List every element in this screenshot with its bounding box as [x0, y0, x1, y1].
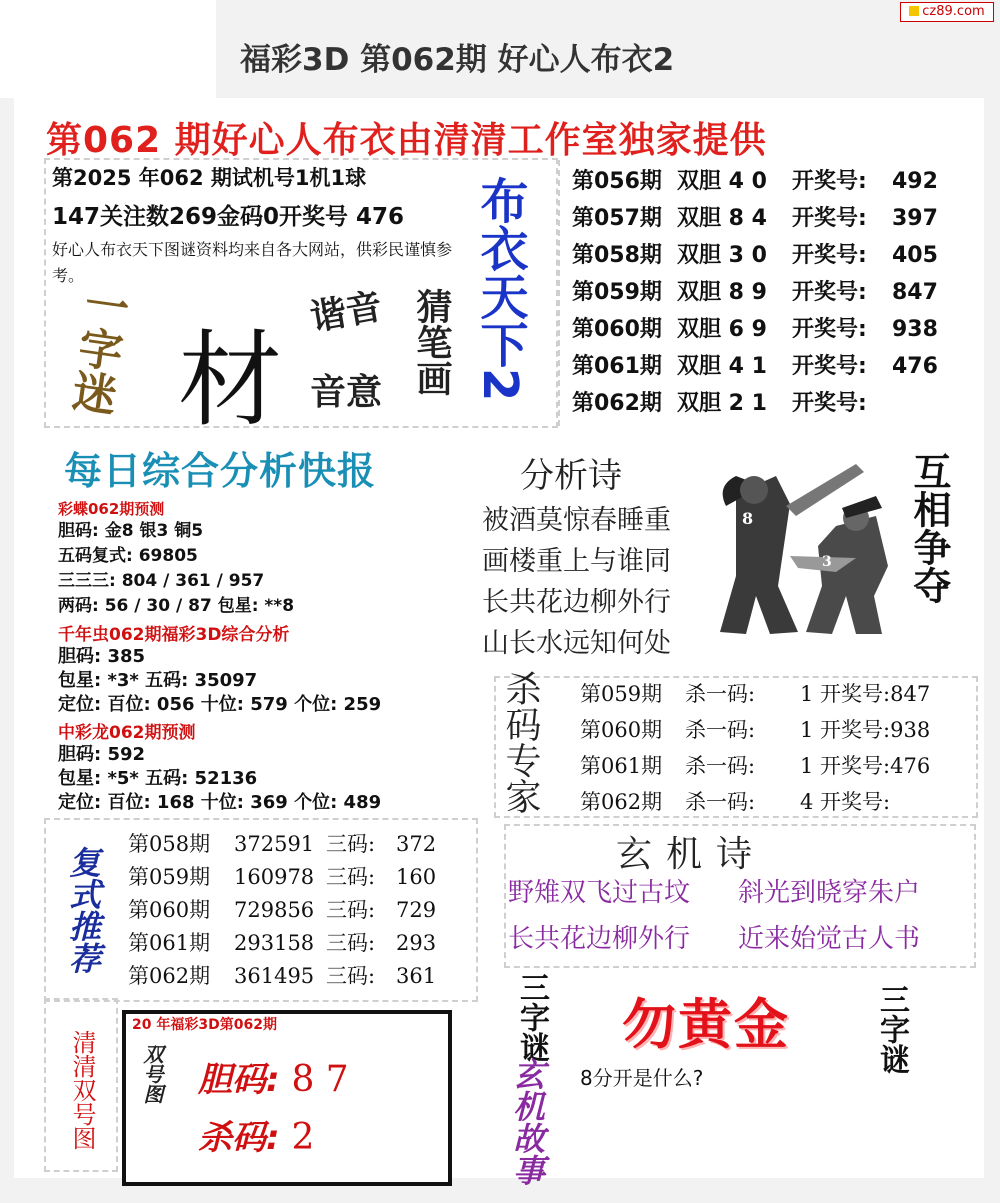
history-label: 开奖号:	[792, 354, 867, 379]
fushi-table	[128, 828, 436, 993]
history-label: 开奖号:	[792, 391, 867, 416]
riddle-question: 8分开是什么?	[580, 1066, 704, 1090]
history-row	[572, 275, 992, 312]
zcl-line: 胆码: 592	[58, 744, 146, 765]
qnc-line: 胆码: 385	[58, 646, 146, 667]
puzzle-char: 材	[178, 319, 283, 441]
kill-result: 847	[890, 682, 931, 706]
fushi-label: 三码:	[326, 865, 376, 889]
poem-line: 画楼重上与谁同	[482, 546, 671, 577]
fushi-code: 729856	[234, 898, 315, 922]
history-row	[572, 164, 992, 201]
history-row	[572, 312, 992, 349]
qnc-section	[58, 620, 381, 717]
riddle-label-left: 三字谜	[514, 972, 549, 1062]
caidie-line: 五码复式: 69805	[58, 546, 198, 566]
dan-code	[198, 1052, 349, 1101]
history-period: 第058期	[572, 243, 662, 268]
history-pair: 双胆 8 9	[677, 280, 767, 305]
poem-line: 被酒莫惊春睡重	[482, 505, 671, 536]
history-period: 第061期	[572, 354, 662, 379]
kill-row	[580, 786, 930, 822]
riddle-label-right: 三字谜	[874, 984, 909, 1074]
kill-result: 476	[890, 754, 931, 778]
kill-period: 第060期	[580, 718, 663, 742]
history-period: 第059期	[572, 280, 662, 305]
history-label: 开奖号:	[792, 280, 867, 305]
poem-title: 分析诗	[520, 456, 622, 496]
kill-value: 1 开奖号:	[800, 682, 891, 706]
history-result: 847	[892, 280, 938, 305]
fushi-period: 第058期	[128, 832, 211, 856]
puzzle-hint-a: 谐音	[307, 286, 386, 340]
fushi-row	[128, 927, 436, 960]
kill-label: 杀一码:	[685, 790, 756, 814]
xuanji-row	[508, 918, 968, 964]
dot-icon	[909, 6, 919, 16]
history-pair: 双胆 6 9	[677, 317, 767, 342]
kill-label: 杀一码:	[685, 754, 756, 778]
puzzle-hint	[307, 286, 452, 413]
kill-table	[580, 678, 930, 822]
double-side-title: 清清双号图	[68, 1030, 96, 1150]
caidie-line: 胆码: 金8 银3 铜5	[58, 521, 204, 541]
history-period: 第060期	[572, 317, 662, 342]
poem-lines	[482, 500, 671, 664]
xuanji-line: 近来始觉古人书	[738, 924, 921, 954]
fushi-label: 三码:	[326, 898, 376, 922]
history-result: 476	[892, 354, 938, 379]
riddle-answer: 勿黄金	[622, 993, 790, 1056]
history-pair: 双胆 8 4	[677, 206, 767, 231]
puzzle-hint-b: 猜笔画	[411, 288, 452, 396]
double-box-side: 双号图	[140, 1044, 164, 1104]
history-result: 492	[892, 169, 938, 194]
poem-line: 长共花边柳外行	[482, 587, 671, 618]
sha-label: 杀码:	[198, 1118, 280, 1158]
fushi-period: 第062期	[128, 964, 211, 988]
fushi-label: 三码:	[326, 931, 376, 955]
history-pair: 双胆 2 1	[677, 391, 767, 416]
fushi-label: 三码:	[326, 964, 376, 988]
xuanji-poem	[508, 872, 968, 964]
puzzle-label: 一字迷	[62, 279, 131, 417]
history-pair: 双胆 4 1	[677, 354, 767, 379]
history-period: 第056期	[572, 169, 662, 194]
xuanji-row	[508, 872, 968, 918]
xuanji-line: 野雉双飞过古坟	[508, 878, 691, 908]
fushi-value: 729	[396, 898, 437, 922]
banner-title: 第062 期好心人布衣由清清工作室独家提供	[46, 120, 767, 161]
history-result: 938	[892, 317, 938, 342]
kill-value: 4 开奖号:	[800, 790, 891, 814]
kill-period: 第061期	[580, 754, 663, 778]
trial-line-2: 147关注数269金码0开奖号 476	[52, 204, 405, 230]
history-row	[572, 238, 992, 275]
daily-title: 每日综合分析快报	[64, 449, 377, 493]
sha-value: 2	[291, 1117, 315, 1158]
xuanji-line: 斜光到晓穿朱户	[738, 878, 921, 908]
kill-row	[580, 750, 930, 786]
history-period: 第057期	[572, 206, 662, 231]
top-left-blank	[0, 0, 216, 98]
xuanji-title: 玄机诗	[616, 834, 767, 875]
kill-value: 1 开奖号:	[800, 718, 891, 742]
fushi-row	[128, 861, 436, 894]
fushi-code: 293158	[234, 931, 315, 955]
history-table	[572, 164, 992, 423]
kill-period: 第059期	[580, 682, 663, 706]
history-pair: 双胆 4 0	[677, 169, 767, 194]
kill-row	[580, 714, 930, 750]
qnc-title: 千年虫062期福彩3D综合分析	[58, 625, 290, 645]
zcl-line: 包星: *5* 五码: 52136	[58, 768, 258, 789]
fushi-period: 第060期	[128, 898, 211, 922]
fushi-period: 第061期	[128, 931, 211, 955]
figure-tag-left: 8	[742, 509, 754, 528]
history-label: 开奖号:	[792, 206, 867, 231]
fushi-row	[128, 828, 436, 861]
zcl-line: 定位: 百位: 168 十位: 369 个位: 489	[58, 792, 382, 813]
fight-label: 互相争夺	[907, 452, 951, 604]
dan-value: 8 7	[291, 1059, 349, 1100]
fighting-figures-illustration	[706, 446, 902, 642]
zcl-section	[58, 718, 381, 815]
fushi-value: 372	[396, 832, 437, 856]
fushi-code: 160978	[234, 865, 315, 889]
fushi-value: 361	[396, 964, 437, 988]
watermark-text: cz89.com	[922, 4, 985, 19]
history-pair: 双胆 3 0	[677, 243, 767, 268]
fushi-label: 三码:	[326, 832, 376, 856]
trial-line-3: 好心人布衣天下图谜资料均来自各大网站，供彩民谨慎参考。	[52, 240, 453, 285]
figure-tag-right: 3	[822, 554, 832, 570]
history-result: 397	[892, 206, 938, 231]
history-label: 开奖号:	[792, 317, 867, 342]
divider	[558, 160, 560, 426]
fushi-row	[128, 894, 436, 927]
puzzle-hint-c: 音意	[310, 372, 383, 413]
riddle-story: 玄机故事	[508, 1058, 546, 1186]
kill-title: 杀码专家	[500, 670, 541, 814]
poem-line: 山长水远知何处	[482, 628, 671, 659]
kill-period: 第062期	[580, 790, 663, 814]
fushi-title: 复式推荐	[64, 846, 102, 974]
kill-label: 杀一码:	[685, 718, 756, 742]
history-label: 开奖号:	[792, 243, 867, 268]
history-period: 第062期	[572, 391, 662, 416]
kill-result: 938	[890, 718, 931, 742]
qnc-line: 定位: 百位: 056 十位: 579 个位: 259	[58, 694, 382, 715]
kill-row	[580, 678, 930, 714]
history-row	[572, 201, 992, 238]
caidie-section	[58, 498, 294, 619]
qnc-line: 包星: *3* 五码: 35097	[58, 670, 258, 691]
kill-label: 杀一码:	[685, 682, 756, 706]
history-row	[572, 386, 992, 423]
buyi-title: 布衣天下2	[472, 176, 528, 402]
caidie-line: 两码: 56 / 30 / 87 包星: **8	[58, 596, 295, 616]
fushi-row	[128, 960, 436, 993]
trial-info	[52, 162, 472, 289]
history-result: 405	[892, 243, 938, 268]
xuanji-line: 长共花边柳外行	[508, 924, 691, 954]
caidie-title: 彩蝶062期预测	[58, 500, 165, 518]
page-title: 福彩3D 第062期 好心人布衣2	[240, 42, 675, 78]
fushi-period: 第059期	[128, 865, 211, 889]
fushi-value: 160	[396, 865, 437, 889]
fushi-value: 293	[396, 931, 437, 955]
sha-code	[198, 1110, 314, 1159]
kill-value: 1 开奖号:	[800, 754, 891, 778]
double-box-title: 20 年福彩3D第062期	[132, 1017, 277, 1033]
dan-label: 胆码:	[198, 1060, 280, 1100]
watermark-link[interactable]	[900, 2, 994, 22]
caidie-line: 三三三: 804 / 361 / 957	[58, 571, 265, 591]
zcl-title: 中彩龙062期预测	[58, 723, 196, 743]
fushi-code: 372591	[234, 832, 315, 856]
trial-line-1: 第2025 年062 期试机号1机1球	[52, 166, 367, 190]
fushi-code: 361495	[234, 964, 315, 988]
history-label: 开奖号:	[792, 169, 867, 194]
history-row	[572, 349, 992, 386]
